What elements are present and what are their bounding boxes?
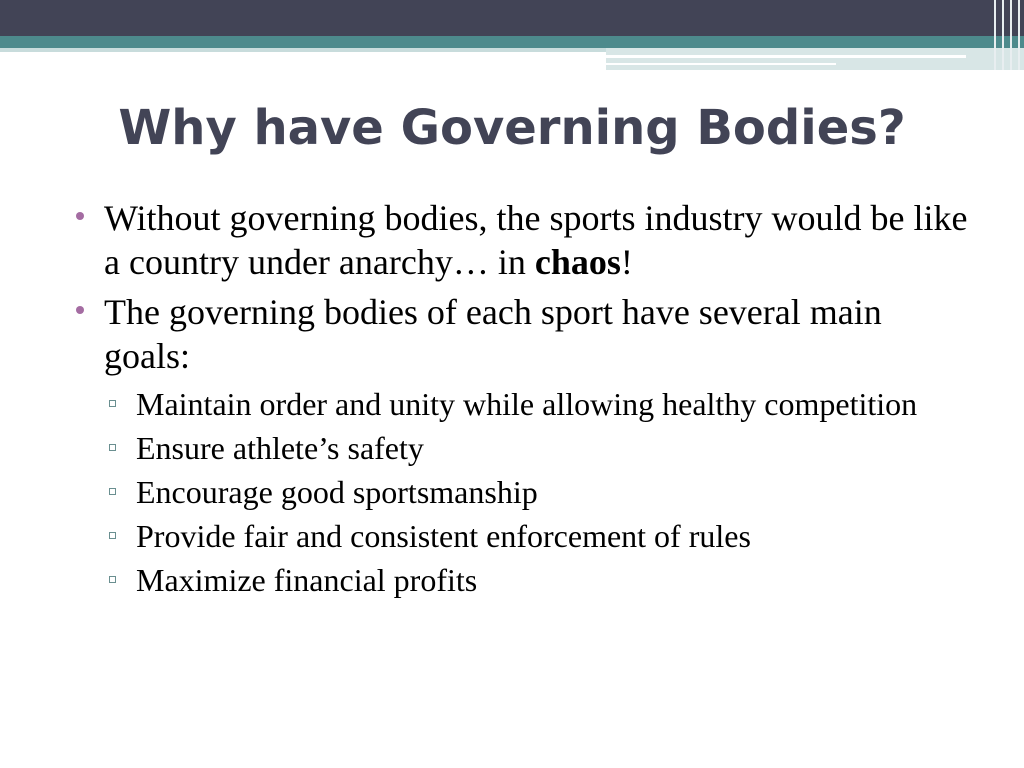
header-stripes <box>990 0 1024 70</box>
slide-body <box>76 196 976 600</box>
slide-title: Why have Governing Bodies? <box>118 100 906 156</box>
sub-bullet-square-icon <box>109 400 116 407</box>
bullet-item <box>76 196 976 284</box>
sub-bullet-item <box>76 560 976 600</box>
header-teal-bar <box>0 36 1024 48</box>
goals-list <box>76 384 976 600</box>
bullet-text-end: ! <box>620 242 633 282</box>
sub-bullet-square-icon <box>109 444 116 451</box>
sub-bullet-text: Ensure athlete’s safety <box>136 430 424 466</box>
sub-bullet-item <box>76 428 976 468</box>
sub-bullet-item <box>76 384 976 424</box>
bullet-text: The governing bodies of each sport have several main goals: <box>104 292 882 376</box>
bullet-dot-icon <box>76 306 84 314</box>
bullet-dot-icon <box>76 212 84 220</box>
header-step-block <box>606 48 1024 70</box>
bullet-item <box>76 290 976 378</box>
bullet-emphasis: chaos <box>534 242 621 282</box>
sub-bullet-item <box>76 516 976 556</box>
header-dark-bar <box>0 0 1024 36</box>
sub-bullet-text: Provide fair and consistent enforcement of rules <box>136 518 751 554</box>
sub-bullet-item <box>76 472 976 512</box>
sub-bullet-square-icon <box>109 488 116 495</box>
sub-bullet-text: Encourage good sportsmanship <box>136 474 538 510</box>
header-accent-line <box>606 55 966 58</box>
sub-bullet-text: Maintain order and unity while allowing healthy competition <box>136 386 918 422</box>
sub-bullet-text: Maximize financial profits <box>136 562 478 598</box>
sub-bullet-square-icon <box>109 532 116 539</box>
header-accent-line <box>606 63 836 65</box>
bullet-text: Without governing bodies, the sports industry would be like a country under anarchy… in <box>104 198 968 282</box>
sub-bullet-square-icon <box>109 576 116 583</box>
